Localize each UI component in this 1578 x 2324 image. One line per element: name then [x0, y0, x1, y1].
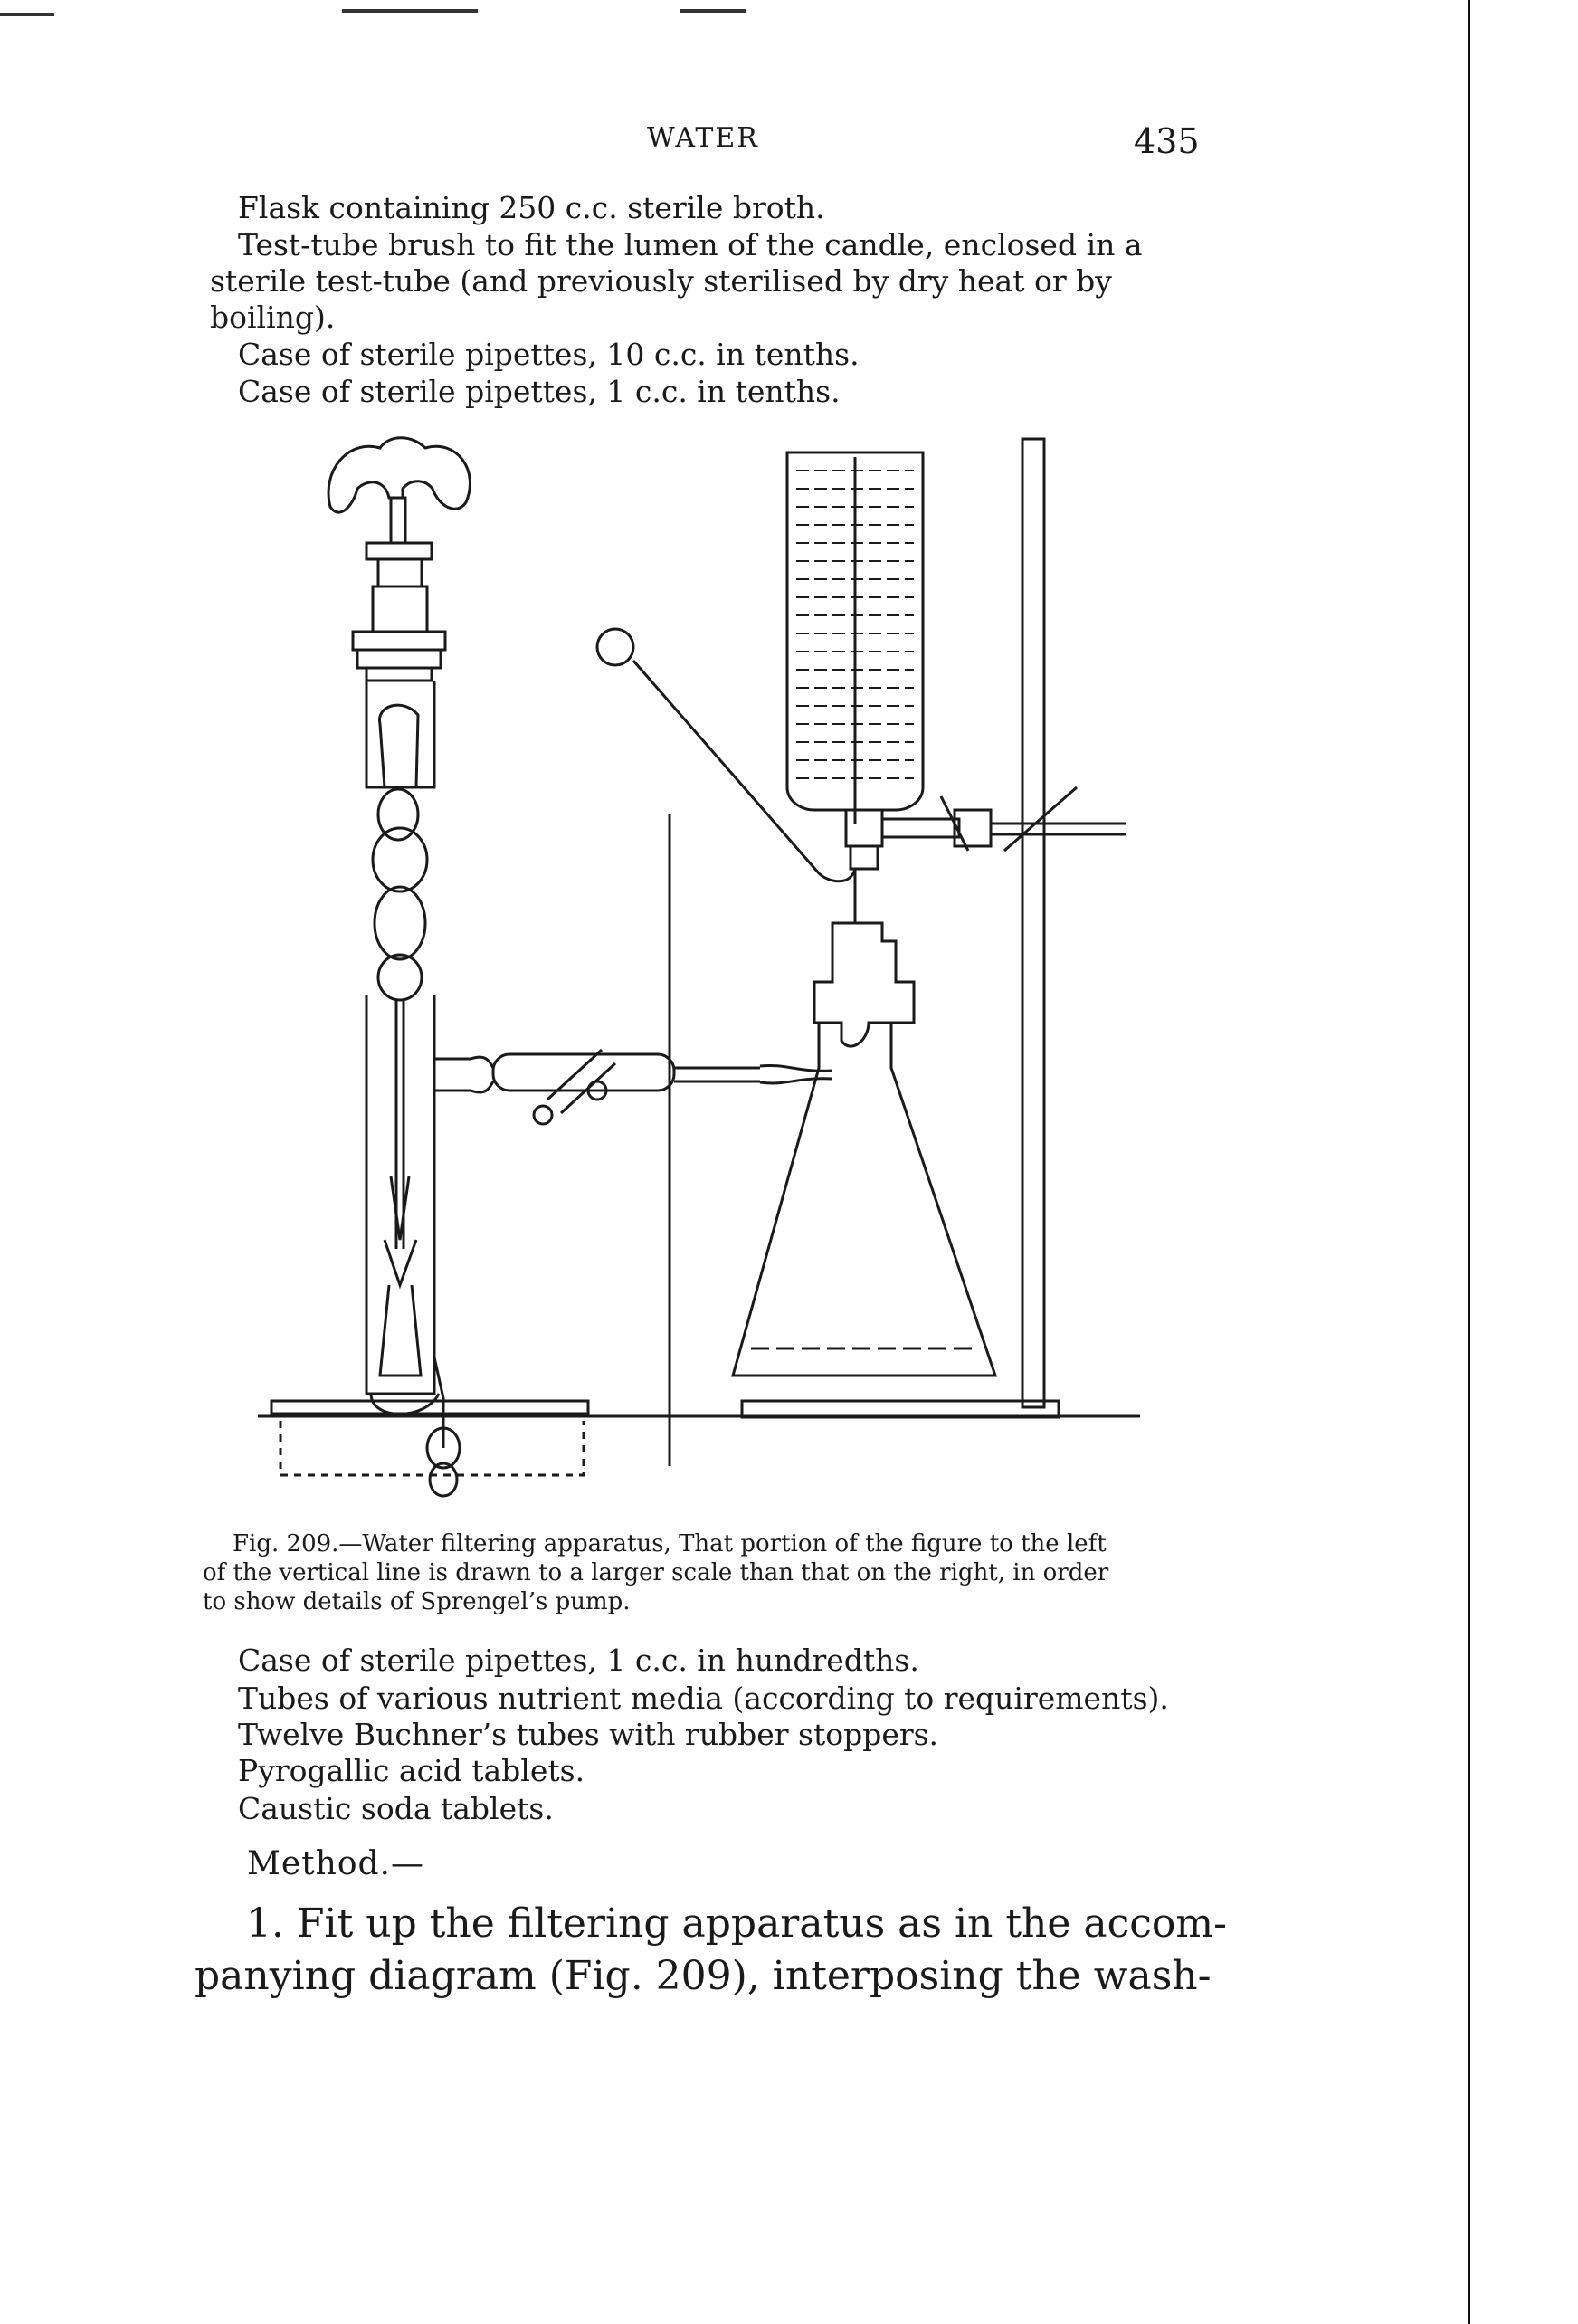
list-item: Test-tube brush to fit the lumen of the candle, enclosed in a: [238, 227, 1143, 262]
list-item: Case of sterile pipettes, 1 c.c. in tenths.: [238, 374, 841, 409]
list-item: Pyrogallic acid tablets.: [238, 1753, 585, 1788]
list-item: Flask containing 250 c.c. sterile broth.: [238, 190, 825, 225]
list-item: boiling).: [210, 300, 336, 335]
list-item: sterile test-tube (and previously sterilised by dry heat or by: [210, 263, 1112, 299]
method-heading: Method.—: [247, 1845, 424, 1882]
method-paragraph: panying diagram (Fig. 209), interposing the wash-: [195, 1953, 1212, 1999]
list-item: Twelve Buchner’s tubes with rubber stoppers.: [238, 1717, 939, 1752]
list-item: Case of sterile pipettes, 10 c.c. in tenths.: [238, 337, 860, 372]
method-paragraph: 1. Fit up the filtering apparatus as in the accom-: [246, 1900, 1227, 1947]
list-item: Caustic soda tablets.: [238, 1791, 554, 1826]
list-item: Tubes of various nutrient media (according to requirements).: [238, 1681, 1169, 1716]
list-item: Case of sterile pipettes, 1 c.c. in hundredths.: [238, 1643, 919, 1678]
figure-caption: of the vertical line is drawn to a larger scale than that on the right, in order: [203, 1559, 1109, 1586]
figure-caption: Fig. 209.—Water filtering apparatus, That portion of the figure to the left: [233, 1530, 1107, 1557]
running-title: WATER: [647, 122, 759, 154]
figure-caption: to show details of Sprengel’s pump.: [203, 1588, 631, 1615]
page-number: 435: [1134, 121, 1200, 161]
